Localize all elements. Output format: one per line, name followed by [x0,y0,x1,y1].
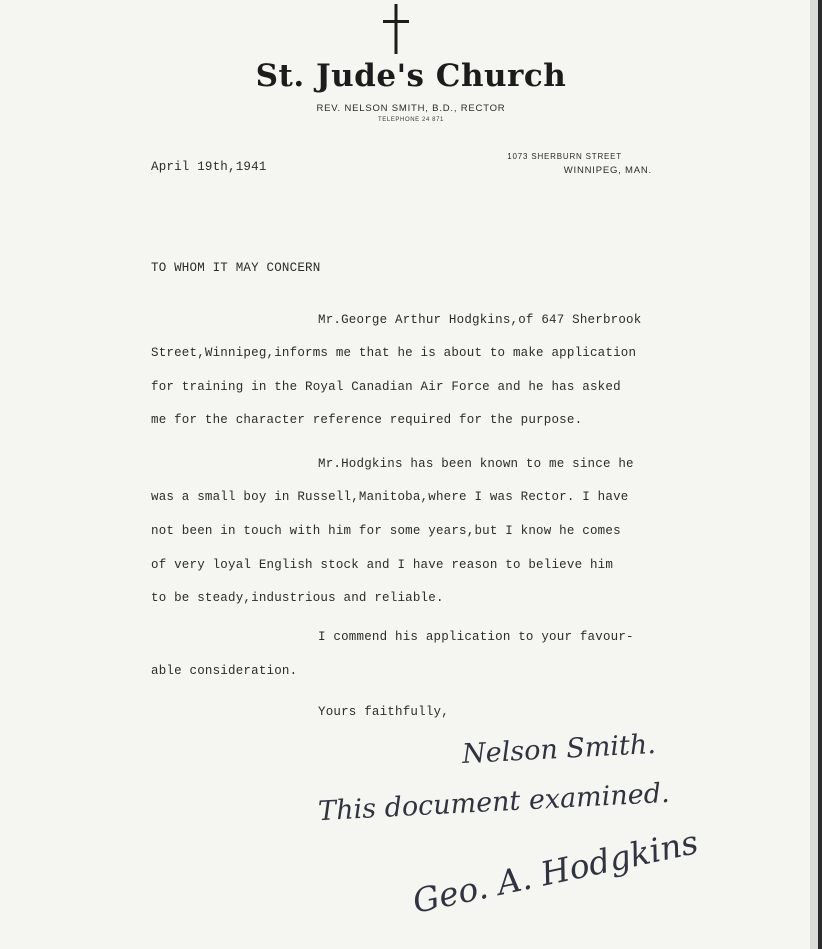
body-line: was a small boy in Russell,Manitoba,where I was Rector. I have [151,490,629,504]
city-address: WINNIPEG, MAN. [563,165,652,176]
body-line: able consideration. [151,664,298,678]
salutation: TO WHOM IT MAY CONCERN [151,261,321,275]
body-line: Street,Winnipeg,informs me that he is about to make application [151,346,637,360]
body-line: not been in touch with him for some years,but I know he comes [151,524,621,538]
cross-icon [380,4,412,54]
closing: Yours faithfully, [318,705,449,719]
body-line: I commend his application to your favour- [318,630,634,644]
rector-line: REV. NELSON SMITH, B.D., RECTOR [316,103,506,114]
church-name: St. Jude's Church [255,58,567,94]
page-edge [818,0,822,949]
handwritten-note: This document examined. [317,777,671,828]
body-line: of very loyal English stock and I have reason to believe him [151,558,614,572]
page-edge-shadow [810,0,818,949]
body-line: me for the character reference required for the purpose. [151,413,583,427]
body-line: to be steady,industrious and reliable. [151,591,444,605]
rector-signature: Nelson Smith. [461,728,657,771]
letter-date: April 19th,1941 [151,160,267,174]
body-line: for training in the Royal Canadian Air Force and he has asked [151,380,621,394]
street-address: 1073 SHERBURN STREET [507,152,622,161]
telephone-line: TELEPHONE 24 871 [378,117,444,123]
body-line: Mr.Hodgkins has been known to me since he [318,457,634,471]
applicant-signature: Geo. A. Hodgkins [409,822,702,921]
body-line: Mr.George Arthur Hodgkins,of 647 Sherbrook [318,313,642,327]
